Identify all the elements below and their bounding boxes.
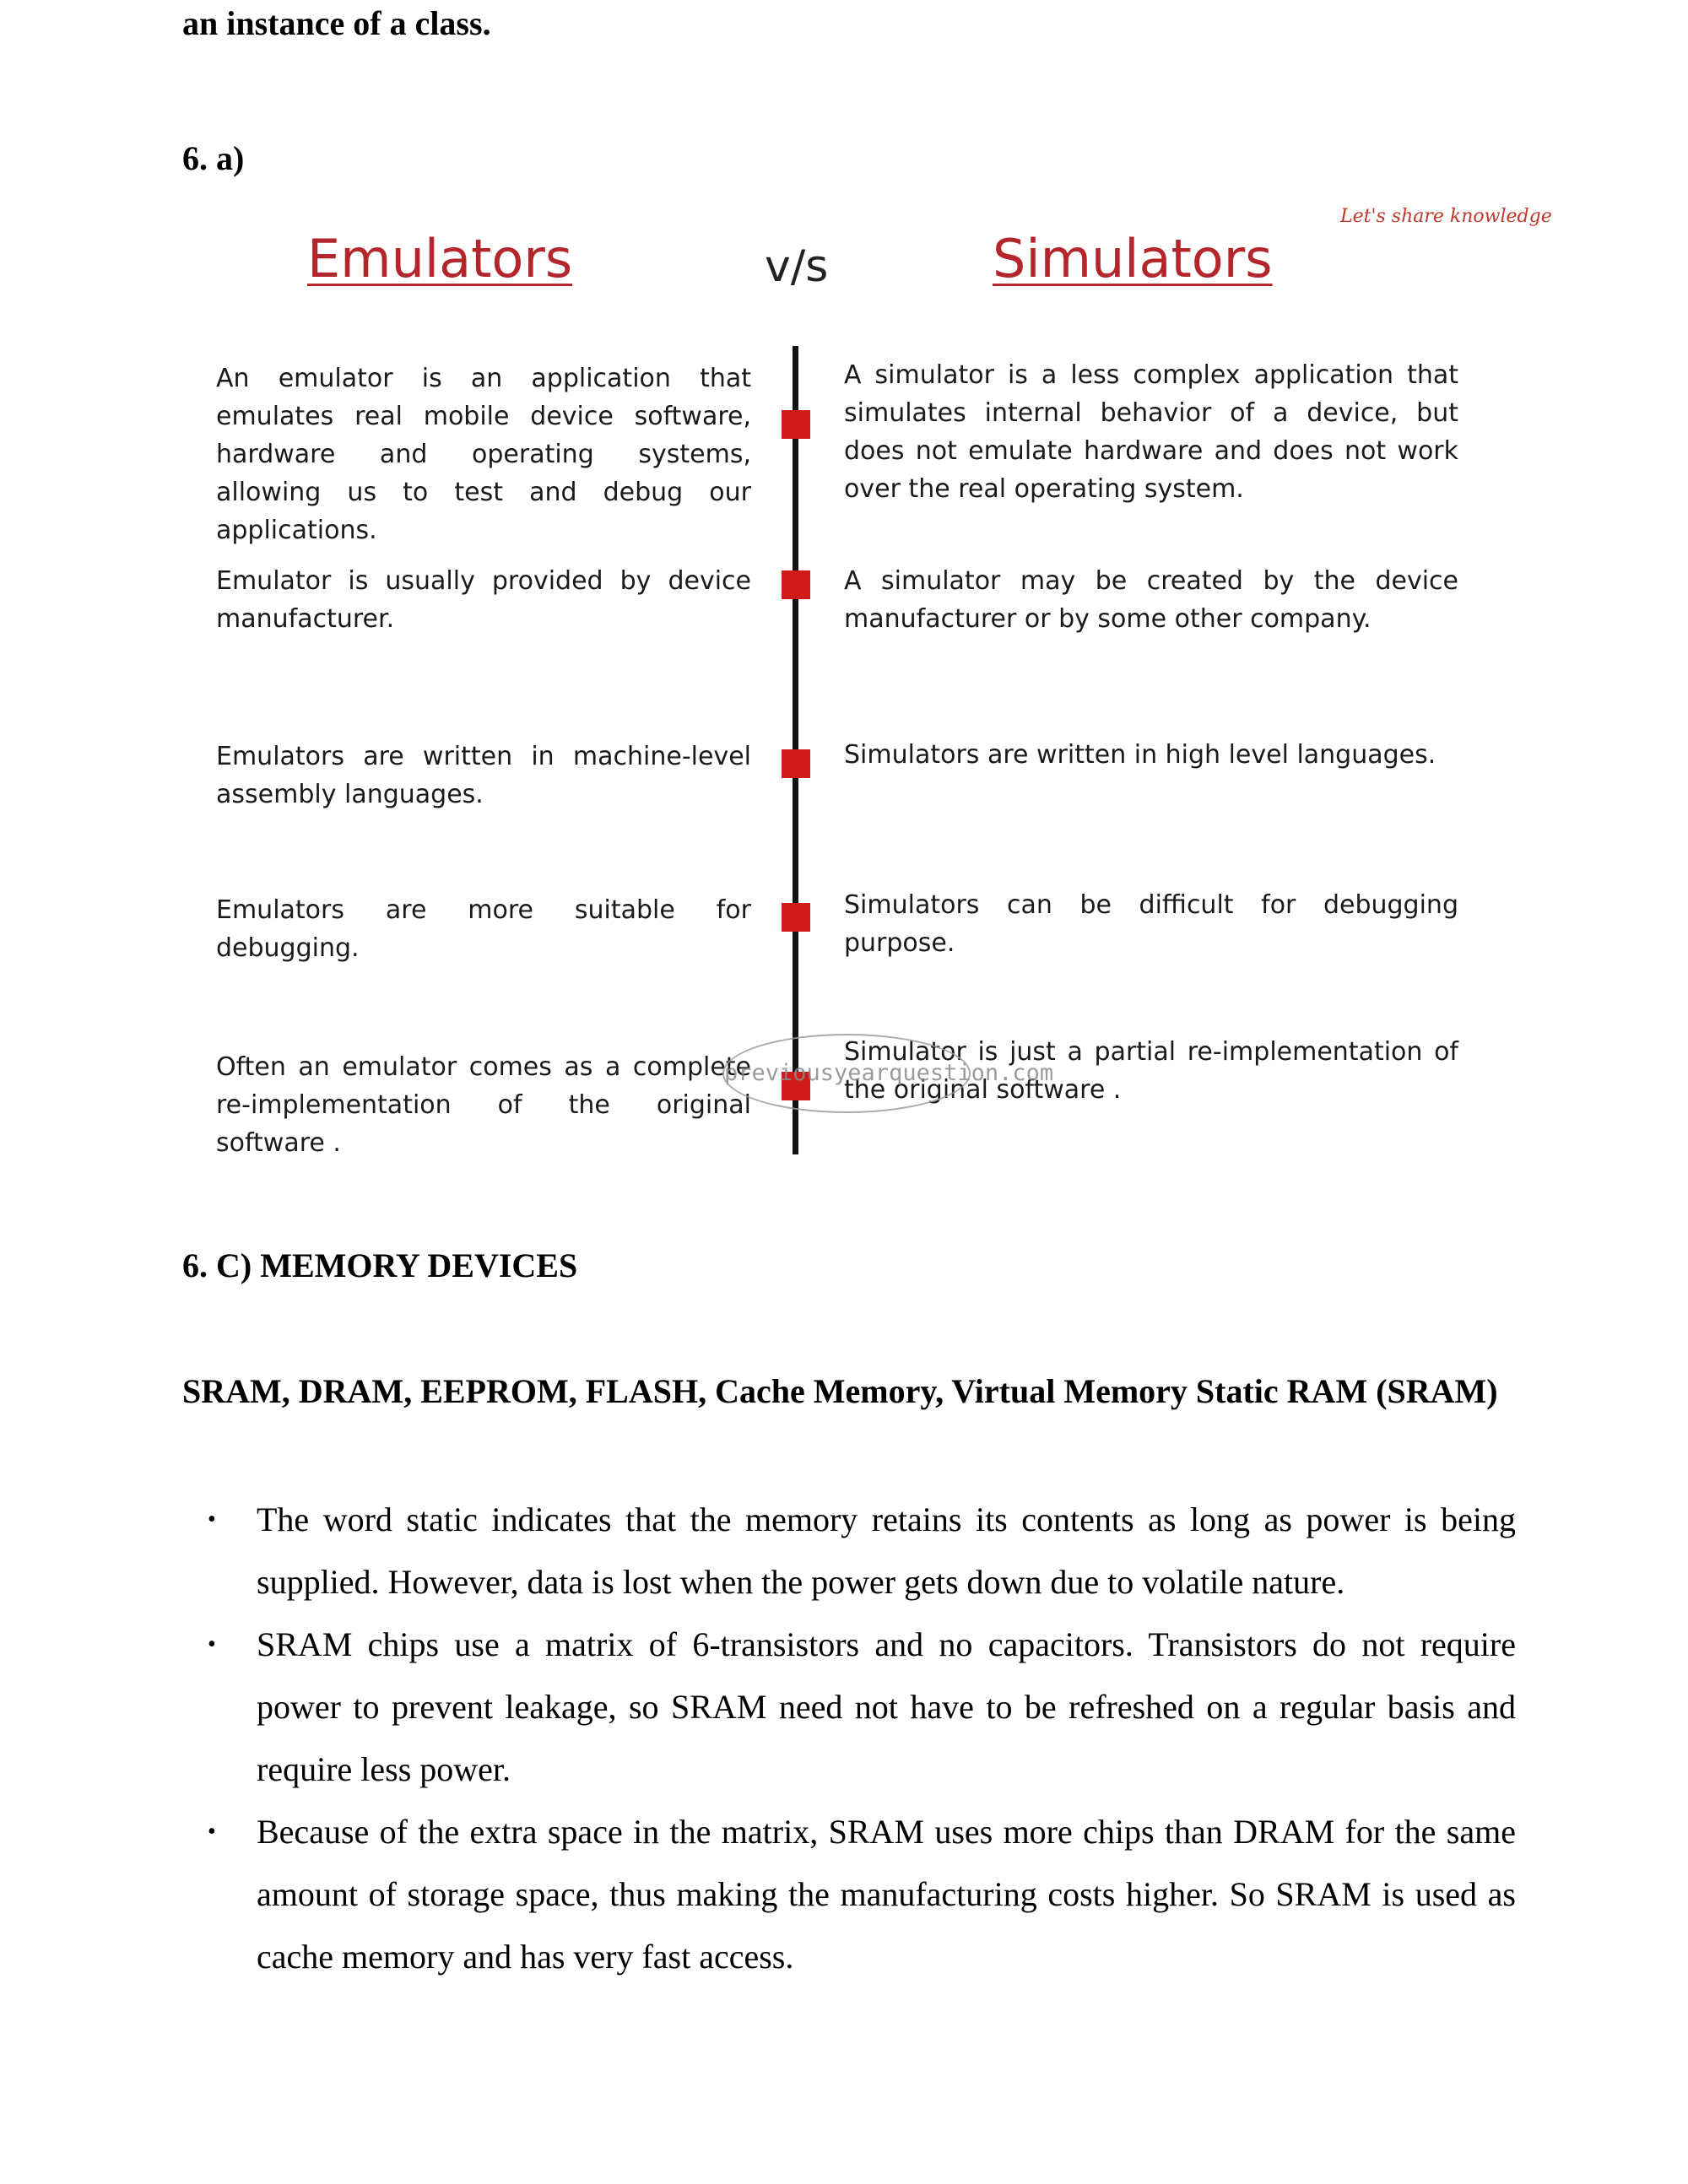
simulators-heading: Simulators bbox=[993, 228, 1273, 289]
simulator-point-5: Simulator is just a partial re-implementation of the original software . bbox=[844, 1037, 1458, 1105]
emulator-point-1: An emulator is an application that emulates real mobile device software, hardware and operating systems, allowing us to test and debug our applications. bbox=[216, 364, 751, 545]
timeline-marker bbox=[782, 570, 810, 599]
bullet-icon: • bbox=[208, 1631, 216, 1657]
watermark-stamp: previousyearquestion.com bbox=[722, 1034, 971, 1113]
list-item-text: SRAM chips use a matrix of 6-transistors and no capacitors. Transistors do not require power to prevent leakage, so SRAM need not have to be refreshed on a regular basis and require less power. bbox=[257, 1625, 1516, 1788]
sram-bullet-list bbox=[182, 1489, 1516, 1988]
emulators-heading: Emulators bbox=[307, 228, 573, 289]
bullet-icon: • bbox=[208, 1506, 216, 1533]
figure-tagline: Let's share knowledge bbox=[1340, 206, 1552, 227]
timeline-marker bbox=[782, 410, 810, 439]
emulator-point-5: Often an emulator comes as a complete re-implementation of the original software . bbox=[216, 1052, 751, 1158]
section-title: 6. C) MEMORY DEVICES bbox=[182, 1246, 578, 1284]
list-item bbox=[182, 1801, 1516, 1988]
list-item bbox=[182, 1614, 1516, 1801]
memory-types-heading: SRAM, DRAM, EEPROM, FLASH, Cache Memory, Virtual Memory Static RAM (SRAM) bbox=[182, 1372, 1498, 1410]
simulator-point-1: A simulator is a less complex application that simulates internal behavior of a device, but does not emulate hardware and does not work over the real operating system. bbox=[844, 360, 1458, 504]
simulator-point-4: Simulators can be difficult for debugging purpose. bbox=[844, 890, 1458, 958]
list-item bbox=[182, 1489, 1516, 1614]
question-label: 6. a) bbox=[182, 139, 245, 177]
versus-label: v/s bbox=[765, 241, 829, 292]
timeline-marker bbox=[782, 749, 810, 778]
previous-answer-ending: an instance of a class. bbox=[182, 4, 491, 42]
list-item-text: The word static indicates that the memory retains its contents as long as power is being supplied. However, data is lost when the power gets down due to volatile nature. bbox=[257, 1500, 1516, 1601]
simulator-point-2: A simulator may be created by the device manufacturer or by some other company. bbox=[844, 566, 1458, 634]
emulator-point-2: Emulator is usually provided by device manufacturer. bbox=[216, 566, 751, 634]
list-item-text: Because of the extra space in the matrix, SRAM uses more chips than DRAM for the same amount of storage space, thus making the manufacturing costs higher. So SRAM is used as cache memory and has very fast access. bbox=[257, 1813, 1516, 1976]
emulator-point-4: Emulators are more suitable for debugging. bbox=[216, 895, 751, 963]
simulator-point-3: Simulators are written in high level languages. bbox=[844, 740, 1436, 770]
emulator-point-3: Emulators are written in machine-level assembly languages. bbox=[216, 742, 751, 809]
timeline-marker bbox=[782, 903, 810, 932]
bullet-icon: • bbox=[208, 1819, 216, 1845]
emulators-vs-simulators-figure bbox=[182, 194, 1552, 1173]
